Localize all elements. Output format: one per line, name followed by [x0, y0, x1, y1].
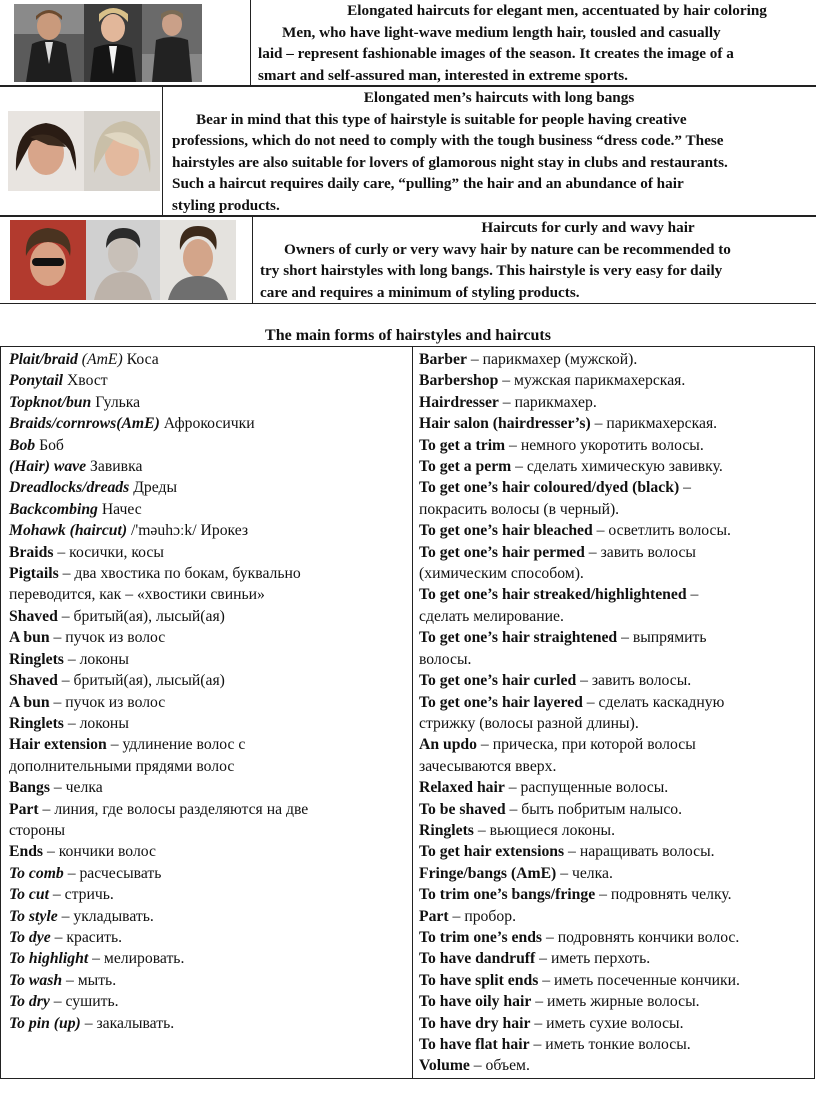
vocab-entry — [419, 499, 811, 520]
vocab-translation: Завивка — [86, 458, 143, 476]
row-line: smart and self-assured man, interested in extreme sports. — [258, 66, 628, 84]
row-elongated-colored — [0, 0, 816, 86]
vocab-entry — [9, 820, 409, 841]
vocab-term: To pin (up) — [9, 1014, 81, 1032]
vocab-entry — [9, 734, 409, 755]
vocab-translation: – иметь посеченные кончики. — [538, 971, 740, 989]
vocab-term: To trim one’s ends — [419, 928, 543, 946]
vocab-entry — [419, 542, 811, 563]
vocab-term: Hair extension — [9, 736, 107, 754]
row-line: Men, who have light-wave medium length hair, tousled and casually — [282, 23, 721, 41]
vocab-translation: – вьющиеся локоны. — [473, 821, 616, 839]
vocab-entry — [9, 1013, 409, 1034]
vocab-term: Topknot/bun — [9, 393, 92, 411]
long-bangs-photo-1 — [8, 111, 84, 191]
vocab-term: To get one’s hair layered — [419, 693, 583, 711]
vocab-entry — [419, 927, 811, 948]
vocab-translation: – — [686, 586, 699, 604]
men-photo-2 — [84, 4, 142, 82]
vocab-term: To get a perm — [419, 458, 512, 476]
row-title: Elongated men’s haircuts with long bangs — [363, 89, 635, 106]
vocab-translation: – удлинение волос с — [106, 736, 246, 754]
vocab-translation: – быть побритым налысо. — [505, 800, 683, 818]
vocab-translation: – косички, косы — [53, 543, 164, 561]
vocab-translation: – иметь сухие волосы. — [530, 1014, 684, 1032]
vocab-term: Barber — [419, 351, 467, 368]
row-title: Elongated haircuts for elegant men, accentuated by hair coloring — [347, 2, 767, 19]
vocab-entry — [419, 841, 811, 862]
row-line: hairstyles are also suitable for lovers of glamorous night stay in clubs and restaurants. — [172, 153, 728, 171]
vocab-translation: Коса — [126, 351, 159, 368]
row-line: Such a haircut requires daily care, “pulling” the hair and an abundance of hair — [172, 175, 684, 192]
vocab-entry — [419, 970, 811, 991]
vocab-term: To have oily hair — [419, 993, 532, 1011]
vocab-translation: – распущенные волосы. — [504, 779, 669, 797]
vocab-entry — [419, 1034, 811, 1055]
vocab-entry — [9, 584, 409, 605]
vocab-entry — [9, 970, 409, 991]
left-column — [9, 349, 409, 1034]
vocab-term: Plait/braid — [9, 351, 78, 368]
vocab-entry — [9, 477, 409, 498]
vocab-term: Bob — [9, 436, 36, 454]
row-title: Haircuts for curly and wavy hair — [481, 219, 695, 236]
vocab-term: Backcombing — [9, 500, 98, 518]
vocab-term: To get one’s hair permed — [419, 543, 585, 561]
vocab-entry — [419, 948, 811, 969]
vocab-entry — [419, 649, 811, 670]
vocab-translation: (химическим способом). — [419, 565, 584, 583]
curly-photo-2 — [86, 220, 160, 300]
vocab-term: To style — [9, 907, 58, 925]
vocab-entry — [9, 606, 409, 627]
vocab-term: Braids — [9, 543, 54, 561]
row-line: Bear in mind that this type of hairstyle is suitable for people having creative — [196, 110, 687, 128]
curly-photo-1 — [10, 220, 86, 300]
vocab-translation: покрасить волосы (в черный). — [419, 500, 620, 518]
vocab-term: Ringlets — [9, 714, 64, 732]
vocab-translation: – наращивать волосы. — [564, 843, 715, 861]
vocab-entry — [9, 713, 409, 734]
vocab-translation: – бритый(ая), лысый(ая) — [57, 607, 225, 625]
vocab-term: Part — [9, 800, 39, 818]
photo-strip — [0, 87, 163, 215]
photo-strip — [0, 0, 251, 85]
row-text — [260, 217, 816, 303]
vocab-translation: – пучок из волос — [49, 629, 166, 647]
men-photo-3 — [142, 4, 202, 82]
vocab-entry — [9, 670, 409, 691]
vocab-term: To have split ends — [419, 971, 539, 989]
photo-strip — [0, 217, 253, 303]
row-line: laid – represent fashionable images of the season. It creates the image of a — [258, 45, 734, 62]
vocab-entry — [419, 1013, 811, 1034]
vocab-translation: Хвост — [63, 372, 108, 390]
vocab-translation: Начес — [97, 500, 142, 518]
vocab-translation: – пучок из волос — [49, 693, 166, 711]
vocab-entry — [9, 542, 409, 563]
long-bangs-photo-2 — [84, 111, 160, 191]
vocab-translation: – немного укоротить волосы. — [505, 436, 704, 454]
vocab-translation: – сделать каскадную — [582, 693, 725, 711]
vocab-term: To dye — [9, 928, 51, 946]
row-line: care and requires a minimum of styling products. — [260, 283, 580, 301]
vocab-term: Ponytail — [9, 372, 64, 390]
vocab-translation: Гулька — [91, 393, 141, 411]
vocab-term: Pigtails — [9, 565, 59, 583]
vocab-translation: – локоны — [63, 714, 129, 732]
vocab-translation: зачесываются вверх. — [419, 757, 557, 775]
vocab-term: To get one’s hair bleached — [419, 522, 593, 540]
vocab-entry — [9, 692, 409, 713]
column-divider — [412, 347, 413, 1078]
vocab-term: To have dry hair — [419, 1014, 531, 1032]
vocab-note: (AmE) — [77, 351, 127, 368]
vocab-term: (Hair) wave — [9, 458, 87, 476]
vocab-term: Ringlets — [419, 821, 474, 839]
vocab-entry — [419, 584, 811, 605]
vocab-entry — [9, 841, 409, 862]
vocab-entry — [419, 991, 811, 1012]
vocab-term: To dry — [9, 993, 50, 1011]
vocab-translation: – два хвостика по бокам, буквально — [58, 565, 301, 583]
vocab-translation: – пробор. — [448, 907, 516, 925]
vocab-translation: переводится, как – «хвостики свиньи» — [9, 586, 265, 604]
vocab-entry — [419, 1055, 811, 1076]
vocab-translation: – мужская парикмахерская. — [498, 372, 686, 390]
vocab-translation: – иметь перхоть. — [535, 950, 651, 968]
vocab-entry — [419, 477, 811, 498]
row-text — [258, 0, 816, 86]
vocab-translation: – линия, где волосы разделяются на две — [38, 800, 309, 818]
vocab-translation: – бритый(ая), лысый(ая) — [57, 672, 225, 690]
vocab-term: Shaved — [9, 672, 58, 690]
vocab-term: A bun — [9, 629, 50, 647]
vocab-term: To comb — [9, 864, 64, 882]
vocab-translation: – парикмахер (мужской). — [466, 351, 638, 368]
vocab-translation: – выпрямить — [617, 629, 707, 647]
vocab-translation: /'məuhɔːk/ Ирокез — [127, 522, 249, 540]
vocab-entry — [419, 863, 811, 884]
vocab-entry — [9, 499, 409, 520]
vocabulary-table — [0, 346, 815, 1079]
vocab-term: To get one’s hair curled — [419, 672, 577, 690]
vocab-translation: – кончики волос — [43, 843, 156, 861]
vocab-entry — [9, 991, 409, 1012]
vocab-translation: – расчесывать — [63, 864, 162, 882]
vocab-entry — [419, 670, 811, 691]
vocab-entry — [9, 413, 409, 434]
vocab-translation: – мелировать. — [88, 950, 185, 968]
vocab-entry — [9, 948, 409, 969]
vocab-entry — [9, 884, 409, 905]
vocab-term: To get hair extensions — [419, 843, 565, 861]
vocab-term: Mohawk (haircut) — [9, 522, 128, 540]
vocab-translation: Дреды — [129, 479, 178, 497]
vocab-entry — [419, 820, 811, 841]
row-line: styling products. — [172, 196, 280, 214]
vocab-entry — [419, 734, 811, 755]
vocab-entry — [419, 563, 811, 584]
vocab-entry — [419, 884, 811, 905]
vocab-term: To be shaved — [419, 800, 506, 818]
vocab-term: Hair salon (hairdresser’s) — [419, 415, 591, 433]
vocab-entry — [9, 627, 409, 648]
vocab-term: Hairdresser — [419, 393, 499, 411]
vocab-translation: – завить волосы. — [576, 672, 692, 690]
row-line: try short hairstyles with long bangs. This hairstyle is very easy for daily — [260, 262, 723, 279]
vocab-translation: – подровнять челку. — [595, 886, 732, 904]
vocab-entry — [9, 435, 409, 456]
vocab-translation: стрижку (волосы разной длины). — [419, 714, 639, 732]
vocab-term: To cut — [9, 886, 49, 904]
vocab-term: To get one’s hair straightened — [419, 629, 618, 647]
vocab-translation: Боб — [35, 436, 64, 454]
vocab-entry — [9, 927, 409, 948]
right-column — [419, 349, 811, 1077]
men-photo-1 — [14, 4, 84, 82]
vocab-term: Part — [419, 907, 449, 925]
vocab-translation: – парикмахер. — [498, 393, 597, 411]
vocab-translation: – прическа, при которой волосы — [477, 736, 696, 754]
vocab-term: Barbershop — [419, 372, 499, 390]
vocab-entry — [9, 777, 409, 798]
row-curly-wavy — [0, 216, 816, 304]
vocab-translation: дополнительными прядями волос — [9, 757, 235, 775]
vocab-entry — [419, 435, 811, 456]
vocab-entry — [419, 756, 811, 777]
vocab-term: Fringe/bangs (AmE) — [419, 864, 557, 882]
hairstyle-descriptions-table — [0, 0, 816, 304]
forms-title: The main forms of hairstyles and haircuts — [265, 327, 551, 344]
row-text — [172, 87, 816, 216]
vocab-translation: – закалывать. — [80, 1014, 175, 1032]
vocab-translation: – завить волосы — [584, 543, 696, 561]
vocab-translation: – иметь жирные волосы. — [531, 993, 700, 1011]
vocab-term: Ringlets — [9, 650, 64, 668]
vocab-entry — [419, 606, 811, 627]
vocab-entry — [419, 392, 811, 413]
vocab-entry — [9, 349, 409, 370]
vocab-entry — [419, 777, 811, 798]
curly-photo-3 — [160, 220, 236, 300]
vocab-entry — [419, 370, 811, 391]
vocab-translation: стороны — [9, 821, 66, 839]
vocab-term: Bangs — [9, 779, 50, 797]
vocab-translation: – сделать химическую завивку. — [511, 458, 723, 476]
vocab-translation: – красить. — [50, 928, 123, 946]
row-line: professions, which do not need to comply with the tough business “dress code.” These — [172, 132, 724, 149]
vocab-term: To have flat hair — [419, 1036, 530, 1053]
vocab-term: Ends — [9, 843, 44, 861]
vocab-term: Braids/cornrows(AmE) — [9, 415, 160, 433]
vocab-term: Relaxed hair — [419, 779, 505, 797]
vocab-entry — [9, 906, 409, 927]
vocab-translation: – — [679, 479, 691, 497]
vocab-entry — [419, 349, 811, 370]
vocab-entry — [9, 799, 409, 820]
vocab-entry — [419, 799, 811, 820]
vocab-entry — [419, 456, 811, 477]
vocab-term: To trim one’s bangs/fringe — [419, 886, 596, 904]
vocab-entry — [419, 413, 811, 434]
vocab-translation: – сушить. — [49, 993, 119, 1011]
vocab-translation: – стричь. — [48, 886, 114, 904]
vocab-term: Shaved — [9, 607, 58, 625]
vocab-translation: сделать мелирование. — [419, 607, 564, 625]
vocab-translation: – укладывать. — [57, 907, 154, 925]
vocab-entry — [419, 713, 811, 734]
vocab-term: To get one’s hair coloured/dyed (black) — [419, 479, 680, 497]
vocab-translation: волосы. — [419, 650, 472, 668]
vocab-entry — [9, 520, 409, 541]
vocab-term: To have dandruff — [419, 950, 536, 968]
vocab-translation: – челка. — [556, 864, 613, 882]
vocab-translation: Афрокосички — [159, 415, 255, 433]
vocab-entry — [419, 520, 811, 541]
vocab-entry — [9, 456, 409, 477]
vocab-translation: – осветлить волосы. — [592, 522, 731, 540]
vocab-translation: – объем. — [469, 1057, 530, 1075]
vocab-term: An updo — [419, 736, 477, 754]
vocab-translation: – мыть. — [62, 971, 117, 989]
vocab-translation: – подровнять кончики волос. — [542, 928, 740, 946]
vocab-entry — [419, 906, 811, 927]
vocab-term: To get one’s hair streaked/highlightened — [419, 586, 687, 604]
vocab-translation: – иметь тонкие волосы. — [529, 1036, 691, 1053]
vocab-entry — [419, 692, 811, 713]
vocab-term: Dreadlocks/dreads — [9, 479, 130, 497]
vocab-entry — [9, 649, 409, 670]
vocab-entry — [9, 756, 409, 777]
vocab-term: A bun — [9, 693, 50, 711]
vocab-entry — [9, 370, 409, 391]
vocab-translation: – локоны — [63, 650, 129, 668]
vocab-entry — [9, 392, 409, 413]
vocab-entry — [419, 627, 811, 648]
vocab-term: Volume — [419, 1057, 470, 1075]
vocab-term: To highlight — [9, 950, 89, 968]
vocab-term: To get a trim — [419, 436, 506, 454]
row-long-bangs — [0, 86, 816, 216]
vocab-entry — [9, 563, 409, 584]
vocab-entry — [9, 863, 409, 884]
vocab-translation: – парикмахерская. — [590, 415, 718, 433]
vocab-term: To wash — [9, 971, 63, 989]
vocab-translation: – челка — [49, 779, 103, 797]
row-line: Owners of curly or very wavy hair by nature can be recommended to — [284, 240, 731, 258]
